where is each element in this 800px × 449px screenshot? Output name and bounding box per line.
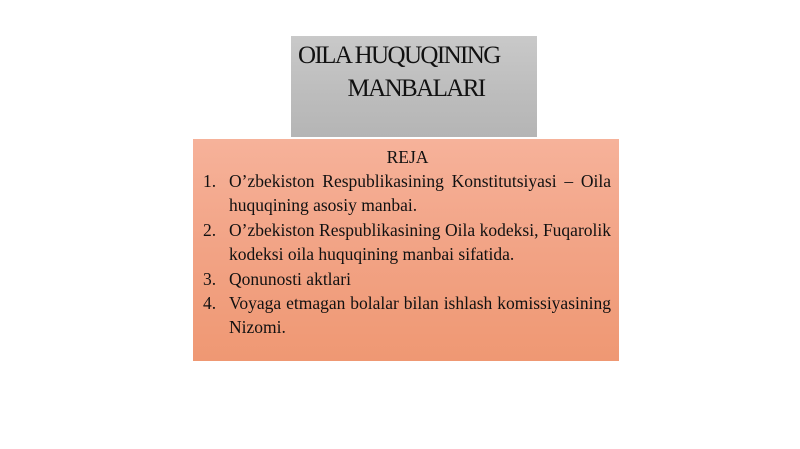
- plan-heading: REJA: [386, 147, 429, 167]
- slide-title-line-2: MANBALARI: [347, 75, 485, 102]
- plan-item: [200, 291, 611, 340]
- plan-item: [200, 169, 611, 218]
- plan-box: [193, 139, 619, 361]
- plan-item-number: 2.: [203, 219, 217, 240]
- plan-item-text: O’zbekiston Respublikasining Oila kodeksi, Fuqarolik kodeksi oila huquqining manbai sifatida.: [229, 219, 611, 265]
- plan-item-number: 1.: [203, 171, 217, 191]
- title-box: [291, 36, 537, 137]
- plan-item-text: Qonunosti aktlari: [229, 268, 351, 289]
- plan-item-number: 4.: [203, 293, 217, 314]
- plan-item-text: O’zbekiston Respublikasining Konstitutsiyasi – Oila huquqining asosiy manbai.: [229, 171, 611, 216]
- plan-item: [200, 267, 611, 291]
- plan-item-text: Voyaga etmagan bolalar bilan ishlash komissiyasining Nizomi.: [229, 293, 611, 338]
- plan-item: [200, 218, 611, 267]
- slide-title-line-1: OILA HUQUQINING: [298, 42, 500, 69]
- plan-item-number: 3.: [203, 268, 217, 289]
- plan-list: [200, 169, 611, 340]
